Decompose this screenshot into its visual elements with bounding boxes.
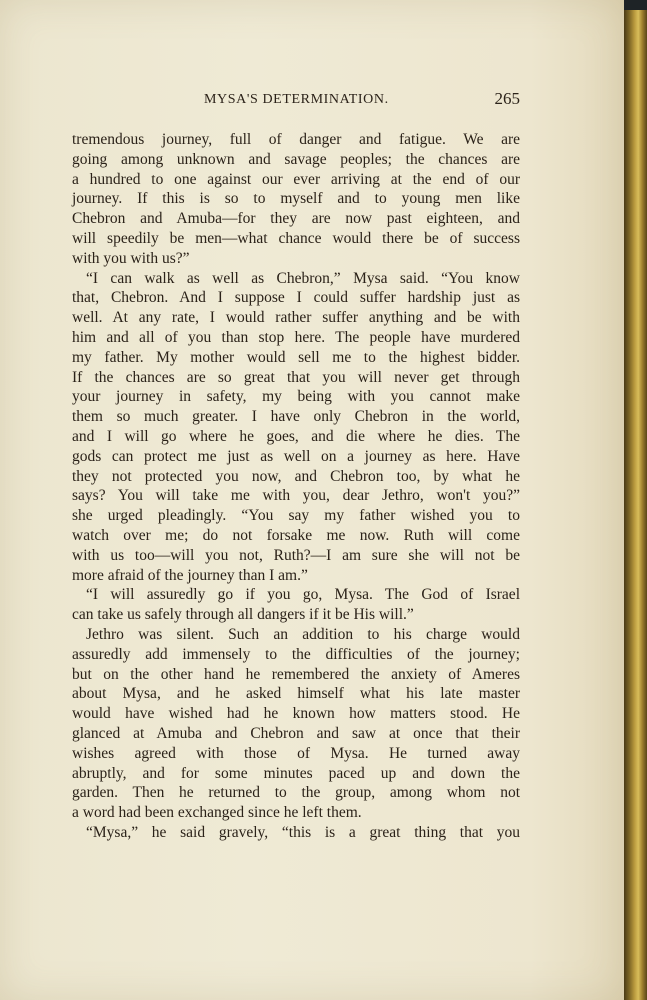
text-line: a hundred to one against our ever arriving at the end of our: [72, 170, 520, 188]
text-line: they not protected you now, and Chebron too, by what he: [72, 467, 520, 485]
text-line: journey. If this is so to myself and to young men like: [72, 190, 520, 208]
text-line: well. At any rate, I would rather suffer anything and be with: [72, 309, 520, 327]
text-line: your journey in safety, my being with you cannot make: [72, 388, 520, 406]
text-line: with you with us?”: [72, 249, 190, 267]
text-line: with us too—will you not, Ruth?—I am sure she will not be: [72, 546, 520, 564]
text-line: him and all of you than stop here. The people have murdered: [72, 328, 520, 346]
text-line: would have wished had he known how matters stood. He: [72, 705, 520, 723]
text-line: assuredly add immensely to the difficulties of the journey;: [72, 645, 520, 663]
text-line: a word had been exchanged since he left them.: [72, 804, 362, 822]
text-line: and I will go where he goes, and die where he dies. The: [72, 427, 520, 445]
text-line: “I can walk as well as Chebron,” Mysa said. “You know: [86, 269, 520, 287]
text-line: about Mysa, and he asked himself what his late master: [72, 685, 520, 703]
text-line: my father. My mother would sell me to the highest bidder.: [72, 348, 520, 366]
text-line: that, Chebron. And I suppose I could suffer hardship just as: [72, 289, 520, 307]
text-line: watch over me; do not forsake me now. Ruth will come: [72, 526, 520, 544]
text-line: going among unknown and savage peoples; the chances are: [72, 150, 520, 168]
text-line: If the chances are so great that you will never get through: [72, 368, 520, 386]
book-binding-edge: [624, 0, 647, 1000]
text-line: tremendous journey, full of danger and fatigue. We are: [72, 131, 520, 148]
text-line: “Mysa,” he said gravely, “this is a great thing that you: [86, 823, 520, 841]
text-line: but on the other hand he remembered the anxiety of Ameres: [72, 665, 520, 683]
body-text: [72, 130, 520, 843]
text-line: garden. Then he returned to the group, among whom not: [72, 784, 520, 802]
page-number: 265: [494, 89, 520, 108]
text-line: Jethro was silent. Such an addition to his charge would: [86, 625, 520, 643]
binding-shadow: [624, 0, 647, 10]
text-line: says? You will take me with you, dear Jethro, won't you?”: [72, 487, 520, 505]
chapter-title: MYSA'S DETERMINATION.: [204, 92, 389, 107]
text-line: them so much greater. I have only Chebron in the world,: [72, 408, 520, 426]
text-line: wishes agreed with those of Mysa. He turned away: [72, 744, 520, 762]
running-head: [72, 89, 520, 114]
text-line: will speedily be men—what chance would there be of success: [72, 229, 520, 247]
text-line: Chebron and Amuba—for they are now past eighteen, and: [72, 210, 520, 228]
text-line: she urged pleadingly. “You say my father wished you to: [72, 507, 520, 525]
text-line: “I will assuredly go if you go, Mysa. The God of Israel: [86, 586, 520, 604]
text-line: gods can protect me just as well on a journey as here. Have: [72, 447, 520, 465]
text-line: can take us safely through all dangers if it be His will.”: [72, 606, 414, 624]
text-line: more afraid of the journey than I am.”: [72, 566, 308, 584]
text-line: glanced at Amuba and Chebron and saw at once that their: [72, 724, 520, 742]
text-line: abruptly, and for some minutes paced up and down the: [72, 764, 520, 782]
